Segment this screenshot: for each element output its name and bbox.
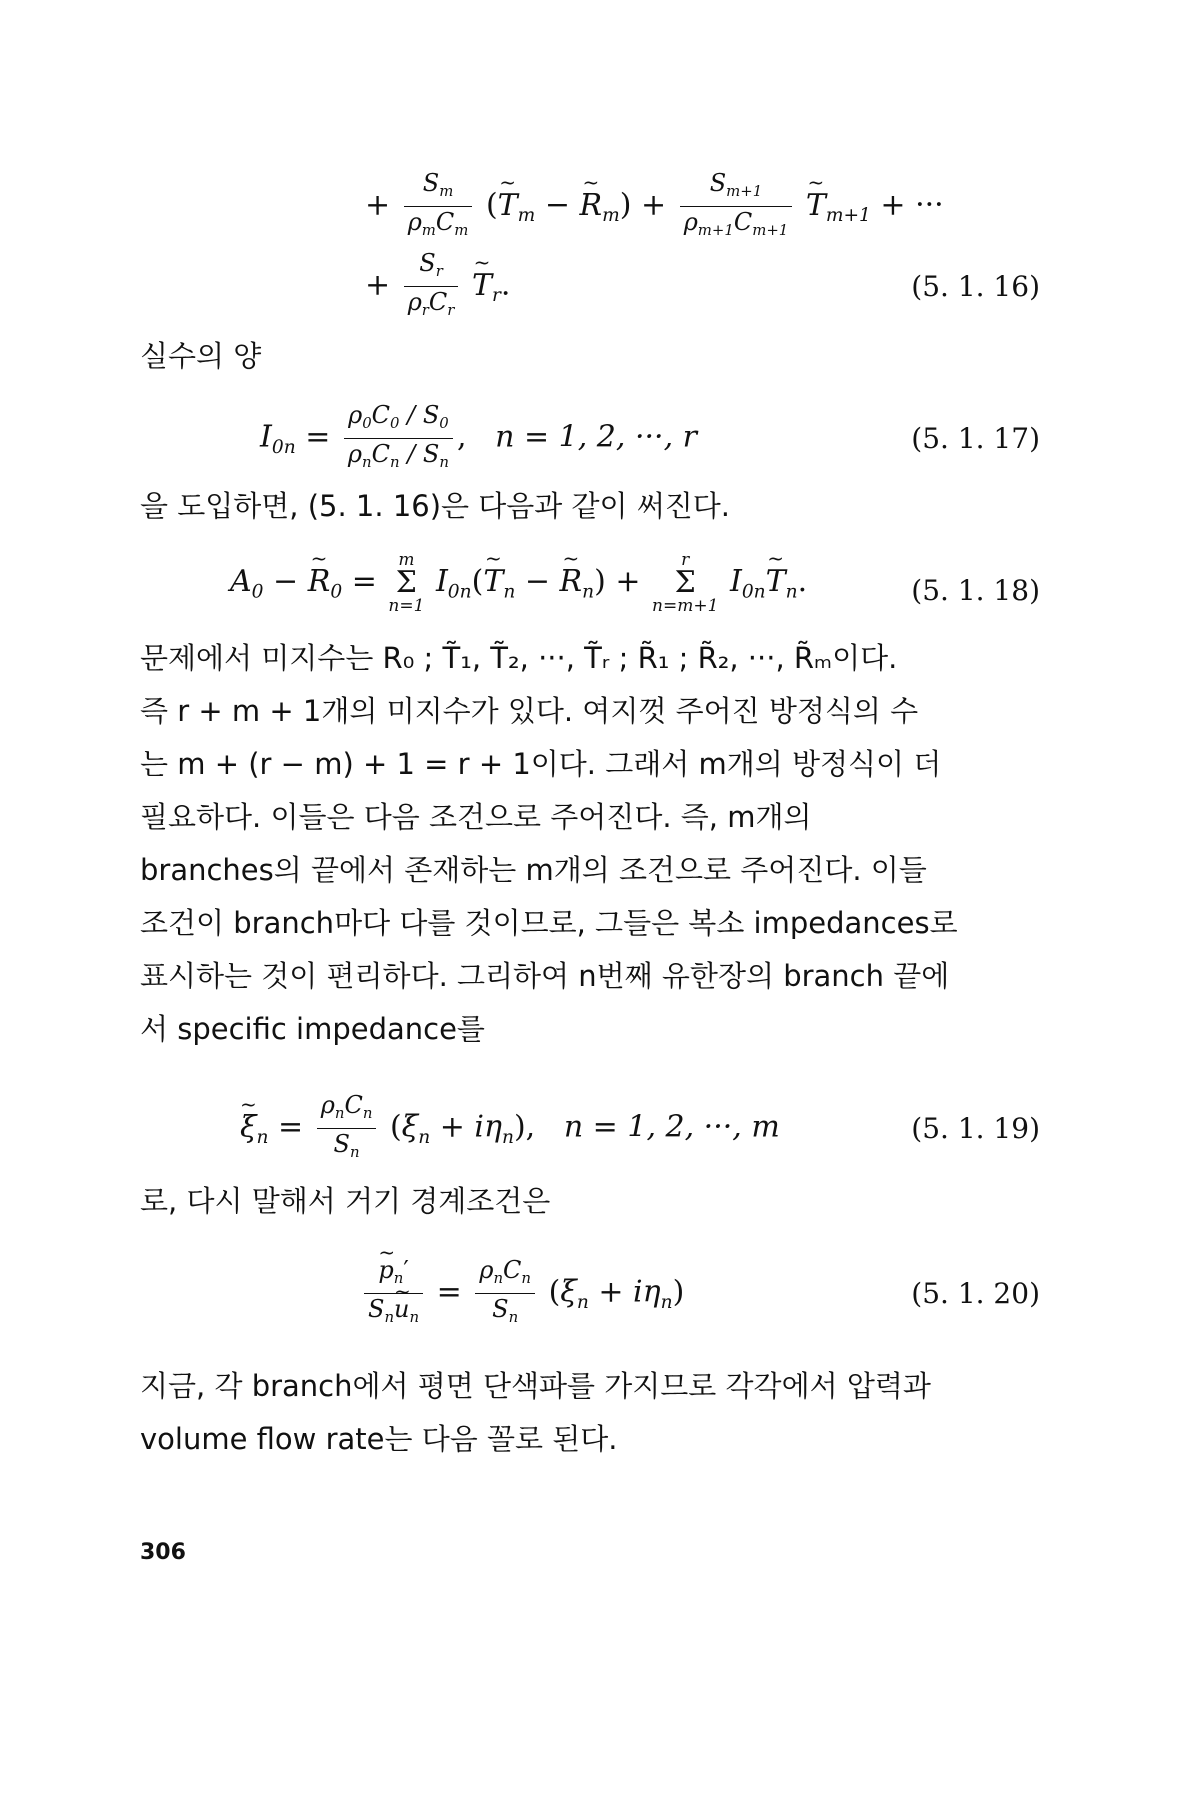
paragraph-line: 서 specific impedance를 [140, 1012, 485, 1046]
equation-5-1-19 [140, 1090, 1040, 1180]
equation-expression: + $\frac{S_r}{\rho_rC_r}$ ~ $T_r$. [365, 248, 510, 325]
paragraph-line: volume flow rate는 다음 꼴로 된다. [140, 1422, 618, 1456]
equation-expression: + $\frac{S_m}{\rho_mC_m}$ (~ $T_m$ − ~ $R_m$) + $\frac{S_{m+1}}{\rho_{m+1}C_{m+1}}$ ~ $T_{m+1}$ + ··· [365, 168, 944, 245]
equation-number: (5. 1. 18) [911, 574, 1040, 607]
equation-5-1-17 [140, 400, 1040, 490]
paragraph-line: 즉 r + m + 1개의 미지수가 있다. 여지껏 주어진 방정식의 수 [140, 694, 919, 728]
equation-5-1-18 [140, 552, 1040, 642]
text-line: 을 도입하면, (5. 1. 16)은 다음과 같이 써진다. [140, 489, 731, 523]
equation-range: n = 1, 2, ···, r [495, 419, 697, 455]
paragraph-line: 표시하는 것이 편리하다. 그리하여 n번째 유한장의 branch 끝에 [140, 959, 950, 993]
equation-5-1-16-line1 [140, 168, 1040, 258]
paragraph-line: 조건이 branch마다 다를 것이므로, 그들은 복소 impedances로 [140, 906, 958, 940]
equation-5-1-16-line2 [140, 248, 1040, 338]
equation-number: (5. 1. 20) [911, 1277, 1040, 1310]
equation-number: (5. 1. 19) [911, 1112, 1040, 1145]
paragraph [140, 1360, 1040, 1466]
text-line: 로, 다시 말해서 거기 경계조건은 [140, 1184, 551, 1218]
equation-number: (5. 1. 16) [911, 270, 1040, 303]
equation-number: (5. 1. 17) [911, 422, 1040, 455]
paragraph-line: 지금, 각 branch에서 평면 단색파를 가지므로 각각에서 압력과 [140, 1369, 931, 1403]
paragraph-line: 필요하다. 이들은 다음 조건으로 주어진다. 즉, m개의 [140, 800, 812, 834]
paragraph-line: branches의 끝에서 존재하는 m개의 조건으로 주어진다. 이들 [140, 853, 927, 887]
equation-range: n = 1, 2, ···, m [563, 1109, 780, 1145]
text-line: 실수의 양 [140, 339, 262, 373]
paragraph [140, 632, 1040, 1056]
page-number: 306 [140, 1540, 186, 1565]
equation-expression: ~ $\xi_n$ = $\frac{\rho_nC_n}{S_n}$ $(\xi_n + i\eta_n)$, n = 1, 2, ···, m [240, 1090, 780, 1167]
equation-expression: ~ $\frac{p_n'}{S_n\sim u_n}$ = $\frac{\rho_nC_n}{S_n}$ $(\xi_n + i\eta_n)$ [360, 1255, 684, 1332]
equation-expression: $I_{0n}$ = $\frac{\rho_0C_0 / S_0}{\rho_nC_n / S_n}$ , n = 1, 2, ···, r [260, 401, 697, 472]
equation-expression: $A_0$ − ~ $R_0$ = m Σ n=1 $I_{0n}(\sim$ $T_n$ − ~ $R_n$) + r Σ n=m+1 $I_{0n}\sim$ $T_n$. [230, 552, 807, 614]
paragraph-line: 문제에서 미지수는 R₀ ; T̃₁, T̃₂, ···, T̃ᵣ ; R̃₁ ; R̃₂, ···, R̃ₘ이다. [140, 641, 898, 675]
paragraph-line: 는 m + (r − m) + 1 = r + 1이다. 그래서 m개의 방정식이 더 [140, 747, 942, 781]
equation-5-1-20 [140, 1255, 1040, 1345]
